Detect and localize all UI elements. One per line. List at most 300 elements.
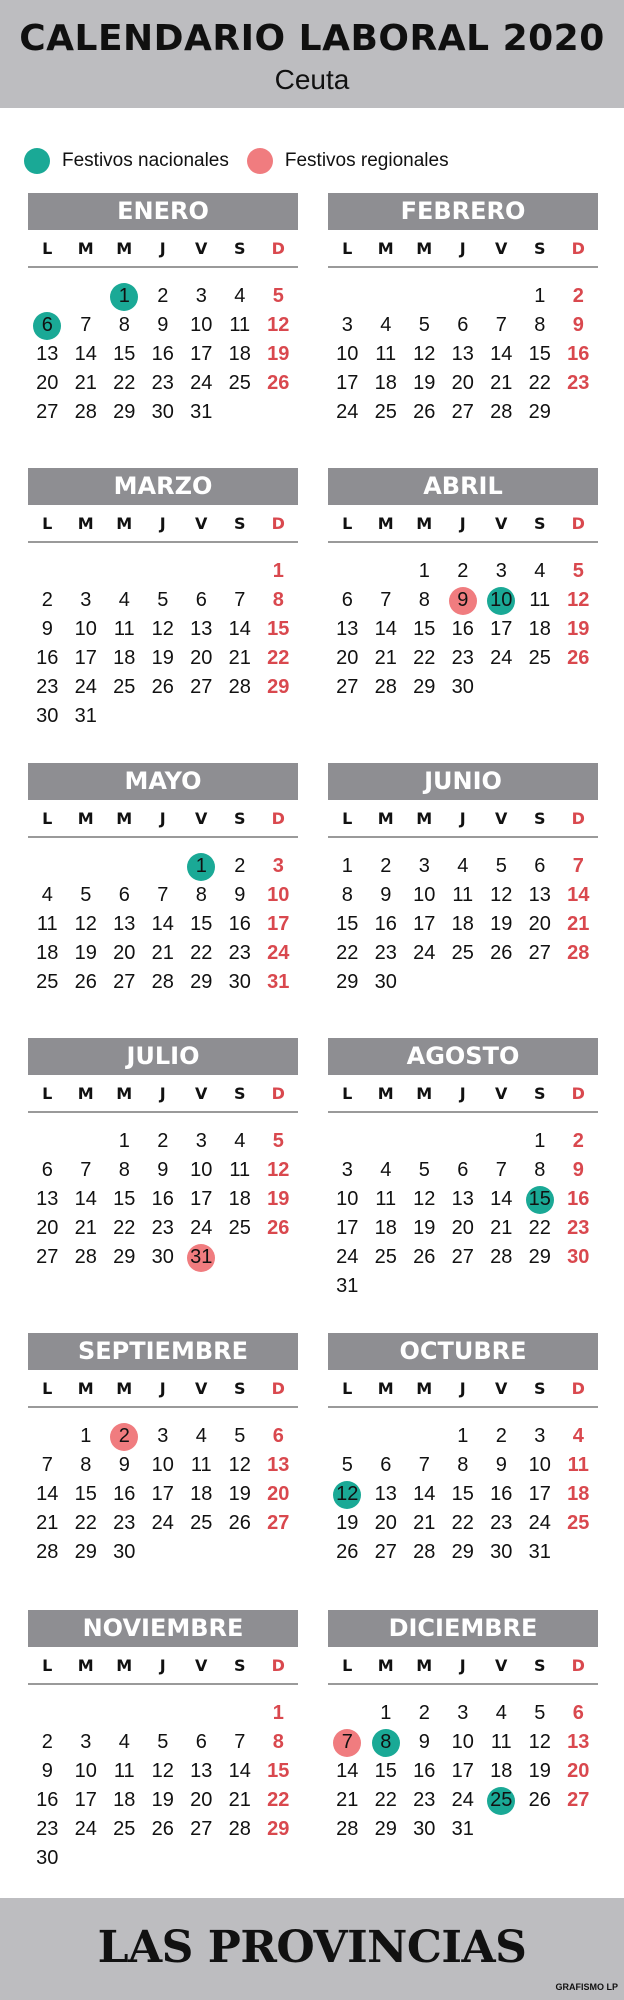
day-grid	[28, 557, 298, 731]
day-cell: 1	[457, 1425, 469, 1447]
day-cell: 30	[151, 1246, 174, 1268]
day-cell: 29	[267, 676, 290, 698]
day-cell: 9	[572, 1159, 584, 1181]
day-cell: 5	[341, 1454, 353, 1476]
day-cell: 28	[374, 676, 397, 698]
day-cell: 5	[80, 884, 92, 906]
day-cell: 14	[567, 884, 590, 906]
day-cell: 5	[534, 1702, 546, 1724]
empty-day-cell	[328, 282, 367, 311]
day-cell: 3	[80, 1731, 92, 1753]
day-cell: 19	[151, 1789, 174, 1811]
day-cell: 24	[336, 1246, 359, 1268]
day-cell: 10	[528, 1454, 551, 1476]
day-cell: 10	[336, 1188, 359, 1210]
day-cell: 4	[380, 1159, 392, 1181]
empty-day-cell	[105, 1699, 144, 1728]
day-grid	[328, 852, 598, 997]
day-cell: 21	[413, 1512, 436, 1534]
day-cell: 26	[74, 971, 97, 993]
day-cell: 31	[267, 971, 290, 993]
day-cell: 5	[418, 314, 430, 336]
day-cell: 29	[374, 1818, 397, 1840]
day-cell: 3	[341, 1159, 353, 1181]
weekday-label: J	[159, 513, 166, 533]
weekday-label: D	[571, 1083, 585, 1103]
national-dot-icon	[24, 148, 50, 174]
day-cell: 1	[534, 1130, 546, 1152]
day-cell: 17	[74, 647, 97, 669]
day-cell: 15	[374, 1760, 397, 1782]
day-cell: 19	[413, 1217, 436, 1239]
credit-text: GRAFISMO LP	[555, 1982, 618, 1992]
day-cell: 23	[113, 1512, 136, 1534]
day-cell: 18	[490, 1760, 513, 1782]
empty-day-cell	[405, 1422, 444, 1451]
day-grid	[28, 1422, 298, 1567]
weekday-label: L	[42, 238, 53, 258]
day-cell: 20	[451, 1217, 474, 1239]
day-cell: 27	[567, 1789, 590, 1811]
weekday-row	[328, 1075, 598, 1113]
footer-band	[0, 1898, 624, 2000]
day-cell: 6	[380, 1454, 392, 1476]
empty-day-cell	[28, 1699, 67, 1728]
empty-day-cell	[367, 282, 406, 311]
day-cell: 29	[528, 401, 551, 423]
day-cell: 30	[36, 705, 59, 727]
day-cell: 2	[157, 285, 169, 307]
empty-day-cell	[328, 1699, 367, 1728]
day-cell: 28	[74, 1246, 97, 1268]
day-cell: 5	[272, 285, 284, 307]
day-cell: 23	[374, 942, 397, 964]
day-cell: 29	[528, 1246, 551, 1268]
day-cell: 19	[528, 1760, 551, 1782]
day-cell: 29	[451, 1541, 474, 1563]
day-cell: 11	[375, 343, 397, 365]
month-header: OCTUBRE	[328, 1333, 598, 1370]
day-cell: 30	[113, 1541, 136, 1563]
day-cell: 25	[113, 1818, 136, 1840]
weekday-label: M	[77, 808, 94, 828]
day-cell: 7	[157, 884, 169, 906]
day-cell: 17	[336, 372, 359, 394]
day-cell: 19	[267, 1188, 290, 1210]
day-cell: 13	[36, 1188, 59, 1210]
day-cell: 26	[151, 1818, 174, 1840]
day-cell: 7	[80, 314, 92, 336]
day-cell: 22	[113, 372, 136, 394]
weekday-label: M	[416, 808, 433, 828]
day-cell: 25	[113, 676, 136, 698]
day-cell: 16	[374, 913, 397, 935]
day-cell: 20	[36, 1217, 59, 1239]
day-cell: 30	[451, 676, 474, 698]
day-cell: 22	[113, 1217, 136, 1239]
day-cell: 14	[490, 1188, 513, 1210]
weekday-row	[28, 1075, 298, 1113]
day-cell: 11	[36, 913, 58, 935]
day-cell: 31	[528, 1541, 551, 1563]
day-cell: 30	[151, 401, 174, 423]
weekday-label: L	[342, 513, 353, 533]
day-cell: 2	[418, 1702, 430, 1724]
day-cell: 18	[228, 343, 251, 365]
empty-day-cell	[221, 1699, 260, 1728]
weekday-label: L	[342, 238, 353, 258]
day-cell: 21	[490, 372, 513, 394]
weekday-label: S	[233, 1378, 246, 1398]
day-cell: 23	[567, 1217, 590, 1239]
day-cell: 6	[572, 1702, 584, 1724]
day-cell: 8	[195, 884, 207, 906]
day-cell: 10	[74, 1760, 97, 1782]
day-cell: 20	[190, 1789, 213, 1811]
day-cell: 30	[36, 1847, 59, 1869]
day-cell: 24	[336, 401, 359, 423]
day-cell: 12	[413, 1188, 436, 1210]
day-cell: 8	[341, 884, 353, 906]
day-cell: 21	[567, 913, 590, 935]
day-cell: 29	[413, 676, 436, 698]
day-cell: 11	[567, 1454, 589, 1476]
weekday-label: D	[571, 513, 585, 533]
day-cell: 10	[74, 618, 97, 640]
month-octubre	[328, 1333, 598, 1567]
weekday-label: M	[416, 1083, 433, 1103]
day-cell: 23	[36, 676, 59, 698]
day-cell: 8	[272, 1731, 284, 1753]
day-cell: 26	[151, 676, 174, 698]
day-cell: 29	[74, 1541, 97, 1563]
day-cell: 25	[36, 971, 59, 993]
day-cell: 17	[336, 1217, 359, 1239]
day-cell: 27	[190, 1818, 213, 1840]
weekday-label: J	[459, 238, 466, 258]
day-cell: 22	[528, 1217, 551, 1239]
day-cell: 28	[228, 676, 251, 698]
weekday-label: V	[495, 1655, 508, 1675]
weekday-label: L	[42, 1378, 53, 1398]
day-cell: 1	[272, 1702, 284, 1724]
weekday-label: L	[342, 1655, 353, 1675]
day-cell: 22	[413, 647, 436, 669]
day-grid	[28, 1127, 298, 1272]
day-cell: 9	[118, 1454, 130, 1476]
day-cell: 14	[74, 1188, 97, 1210]
day-cell: 14	[151, 913, 174, 935]
day-cell: 1	[118, 1130, 130, 1152]
day-cell: 8	[118, 314, 130, 336]
day-cell: 31	[74, 705, 97, 727]
weekday-label: M	[116, 1655, 133, 1675]
weekday-label: D	[271, 238, 285, 258]
empty-day-cell	[144, 557, 183, 586]
weekday-label: M	[377, 808, 394, 828]
day-cell: 12	[74, 913, 97, 935]
day-cell: 13	[336, 618, 359, 640]
day-cell: 26	[267, 372, 290, 394]
empty-day-cell	[405, 1127, 444, 1156]
day-cell-national-holiday: 6	[28, 311, 67, 340]
weekday-label: V	[195, 1655, 208, 1675]
day-cell: 14	[36, 1483, 59, 1505]
empty-day-cell	[328, 557, 367, 586]
day-cell: 5	[234, 1425, 246, 1447]
day-cell: 6	[195, 1731, 207, 1753]
month-mayo	[28, 763, 298, 997]
day-cell: 9	[495, 1454, 507, 1476]
weekday-label: M	[416, 1655, 433, 1675]
day-cell: 24	[528, 1512, 551, 1534]
day-cell: 4	[495, 1702, 507, 1724]
weekday-label: D	[571, 1655, 585, 1675]
empty-day-cell	[28, 852, 67, 881]
day-cell: 15	[267, 618, 290, 640]
day-cell: 18	[113, 647, 136, 669]
day-cell: 7	[234, 1731, 246, 1753]
weekday-label: L	[42, 808, 53, 828]
day-cell: 9	[157, 1159, 169, 1181]
day-cell: 4	[118, 589, 130, 611]
brand-logo: LAS PROVINCIAS	[97, 1922, 527, 1973]
day-cell: 22	[267, 647, 290, 669]
day-cell: 28	[228, 1818, 251, 1840]
weekday-label: D	[571, 808, 585, 828]
month-marzo	[28, 468, 298, 731]
day-grid	[28, 852, 298, 997]
day-cell: 5	[495, 855, 507, 877]
day-cell: 24	[267, 942, 290, 964]
day-cell: 19	[490, 913, 513, 935]
weekday-label: M	[416, 1378, 433, 1398]
day-cell: 18	[374, 372, 397, 394]
day-cell-regional-holiday: 2	[105, 1422, 144, 1451]
day-cell: 27	[267, 1512, 290, 1534]
day-cell: 29	[113, 401, 136, 423]
day-cell: 26	[413, 1246, 436, 1268]
day-cell: 26	[413, 401, 436, 423]
day-cell: 24	[413, 942, 436, 964]
day-cell: 21	[228, 647, 251, 669]
day-cell: 13	[267, 1454, 290, 1476]
weekday-label: J	[159, 808, 166, 828]
day-cell: 9	[41, 1760, 53, 1782]
day-cell: 3	[157, 1425, 169, 1447]
day-cell: 6	[534, 855, 546, 877]
weekday-label: J	[459, 808, 466, 828]
weekday-label: S	[233, 1083, 246, 1103]
day-cell: 13	[190, 618, 213, 640]
day-cell-national-holiday: 1	[105, 282, 144, 311]
day-cell: 7	[418, 1454, 430, 1476]
day-cell: 13	[113, 913, 136, 935]
day-cell: 20	[451, 372, 474, 394]
day-cell: 3	[195, 1130, 207, 1152]
day-cell: 26	[267, 1217, 290, 1239]
day-cell: 9	[157, 314, 169, 336]
day-cell: 26	[567, 647, 590, 669]
day-cell: 13	[451, 1188, 474, 1210]
day-cell: 28	[36, 1541, 59, 1563]
day-cell: 8	[418, 589, 430, 611]
day-cell: 20	[567, 1760, 590, 1782]
day-cell: 20	[336, 647, 359, 669]
day-cell: 8	[272, 589, 284, 611]
day-cell: 22	[451, 1512, 474, 1534]
weekday-label: M	[116, 1378, 133, 1398]
day-cell: 25	[374, 1246, 397, 1268]
day-cell: 25	[528, 647, 551, 669]
weekday-label: S	[233, 808, 246, 828]
day-cell: 16	[567, 1188, 590, 1210]
empty-day-cell	[67, 1699, 106, 1728]
empty-day-cell	[367, 1127, 406, 1156]
weekday-label: M	[116, 238, 133, 258]
day-cell: 28	[567, 942, 590, 964]
weekday-label: D	[571, 238, 585, 258]
day-cell: 29	[113, 1246, 136, 1268]
day-cell: 19	[567, 618, 590, 640]
weekday-label: S	[533, 808, 546, 828]
weekday-label: S	[533, 238, 546, 258]
weekday-label: J	[459, 1655, 466, 1675]
weekday-label: J	[159, 1378, 166, 1398]
weekday-label: S	[233, 1655, 246, 1675]
day-cell: 28	[413, 1541, 436, 1563]
day-cell: 29	[336, 971, 359, 993]
day-cell: 3	[341, 314, 353, 336]
weekday-row	[28, 1647, 298, 1685]
day-cell: 4	[41, 884, 53, 906]
day-cell: 11	[452, 884, 474, 906]
empty-day-cell	[28, 557, 67, 586]
weekday-label: S	[533, 513, 546, 533]
day-cell: 5	[157, 589, 169, 611]
day-cell: 6	[457, 314, 469, 336]
day-cell: 9	[380, 884, 392, 906]
day-cell: 23	[36, 1818, 59, 1840]
day-cell: 11	[529, 589, 551, 611]
day-cell: 6	[341, 589, 353, 611]
day-cell: 31	[336, 1275, 359, 1297]
day-cell: 8	[534, 314, 546, 336]
weekday-label: S	[233, 238, 246, 258]
day-grid	[328, 282, 598, 427]
weekday-row	[328, 1370, 598, 1408]
day-cell-national-holiday: 25	[482, 1786, 521, 1815]
day-cell: 28	[151, 971, 174, 993]
day-cell: 2	[572, 285, 584, 307]
empty-day-cell	[367, 557, 406, 586]
day-grid	[28, 282, 298, 427]
day-cell-national-holiday: 15	[521, 1185, 560, 1214]
empty-day-cell	[144, 1699, 183, 1728]
day-cell: 7	[80, 1159, 92, 1181]
day-cell: 7	[234, 589, 246, 611]
day-cell-regional-holiday: 7	[328, 1728, 367, 1757]
empty-day-cell	[328, 1422, 367, 1451]
day-cell: 2	[41, 589, 53, 611]
day-cell: 16	[228, 913, 251, 935]
day-cell: 5	[418, 1159, 430, 1181]
day-cell: 28	[74, 401, 97, 423]
month-header: SEPTIEMBRE	[28, 1333, 298, 1370]
day-cell: 25	[228, 1217, 251, 1239]
day-cell: 15	[413, 618, 436, 640]
day-cell: 5	[272, 1130, 284, 1152]
month-septiembre	[28, 1333, 298, 1567]
month-abril	[328, 468, 598, 702]
day-cell: 17	[190, 343, 213, 365]
day-cell: 13	[374, 1483, 397, 1505]
day-cell: 10	[151, 1454, 174, 1476]
weekday-label: M	[416, 238, 433, 258]
weekday-label: L	[342, 1083, 353, 1103]
day-cell: 24	[190, 1217, 213, 1239]
day-cell: 21	[36, 1512, 59, 1534]
day-cell: 25	[190, 1512, 213, 1534]
month-header: AGOSTO	[328, 1038, 598, 1075]
day-cell: 27	[374, 1541, 397, 1563]
day-cell: 21	[490, 1217, 513, 1239]
day-cell: 27	[36, 401, 59, 423]
day-cell: 6	[41, 1159, 53, 1181]
weekday-label: S	[533, 1655, 546, 1675]
day-cell: 18	[228, 1188, 251, 1210]
day-cell: 23	[151, 1217, 174, 1239]
day-cell: 13	[567, 1731, 590, 1753]
weekday-label: M	[77, 513, 94, 533]
day-cell: 12	[267, 314, 290, 336]
weekday-row	[328, 505, 598, 543]
day-cell: 25	[567, 1512, 590, 1534]
day-cell: 10	[267, 884, 290, 906]
day-grid	[328, 1699, 598, 1844]
day-cell: 14	[490, 343, 513, 365]
day-cell: 14	[374, 618, 397, 640]
day-cell: 29	[190, 971, 213, 993]
day-cell: 3	[80, 589, 92, 611]
day-cell: 31	[190, 401, 213, 423]
day-cell: 12	[528, 1731, 551, 1753]
day-cell: 7	[495, 1159, 507, 1181]
weekday-label: M	[416, 513, 433, 533]
day-cell: 11	[229, 1159, 251, 1181]
day-cell-national-holiday: 1	[182, 852, 221, 881]
day-cell: 19	[151, 647, 174, 669]
day-cell: 17	[528, 1483, 551, 1505]
day-cell: 15	[267, 1760, 290, 1782]
day-cell: 23	[413, 1789, 436, 1811]
day-cell: 15	[113, 1188, 136, 1210]
weekday-label: V	[195, 513, 208, 533]
legend-regional-label: Festivos regionales	[284, 150, 449, 171]
day-cell: 30	[567, 1246, 590, 1268]
empty-day-cell	[444, 282, 483, 311]
weekday-label: L	[42, 1655, 53, 1675]
weekday-label: L	[42, 1083, 53, 1103]
day-cell: 11	[190, 1454, 212, 1476]
day-cell: 2	[41, 1731, 53, 1753]
day-cell: 2	[495, 1425, 507, 1447]
day-cell: 26	[336, 1541, 359, 1563]
weekday-row	[28, 1370, 298, 1408]
weekday-label: V	[195, 1378, 208, 1398]
month-header: ABRIL	[328, 468, 598, 505]
day-cell: 19	[413, 372, 436, 394]
